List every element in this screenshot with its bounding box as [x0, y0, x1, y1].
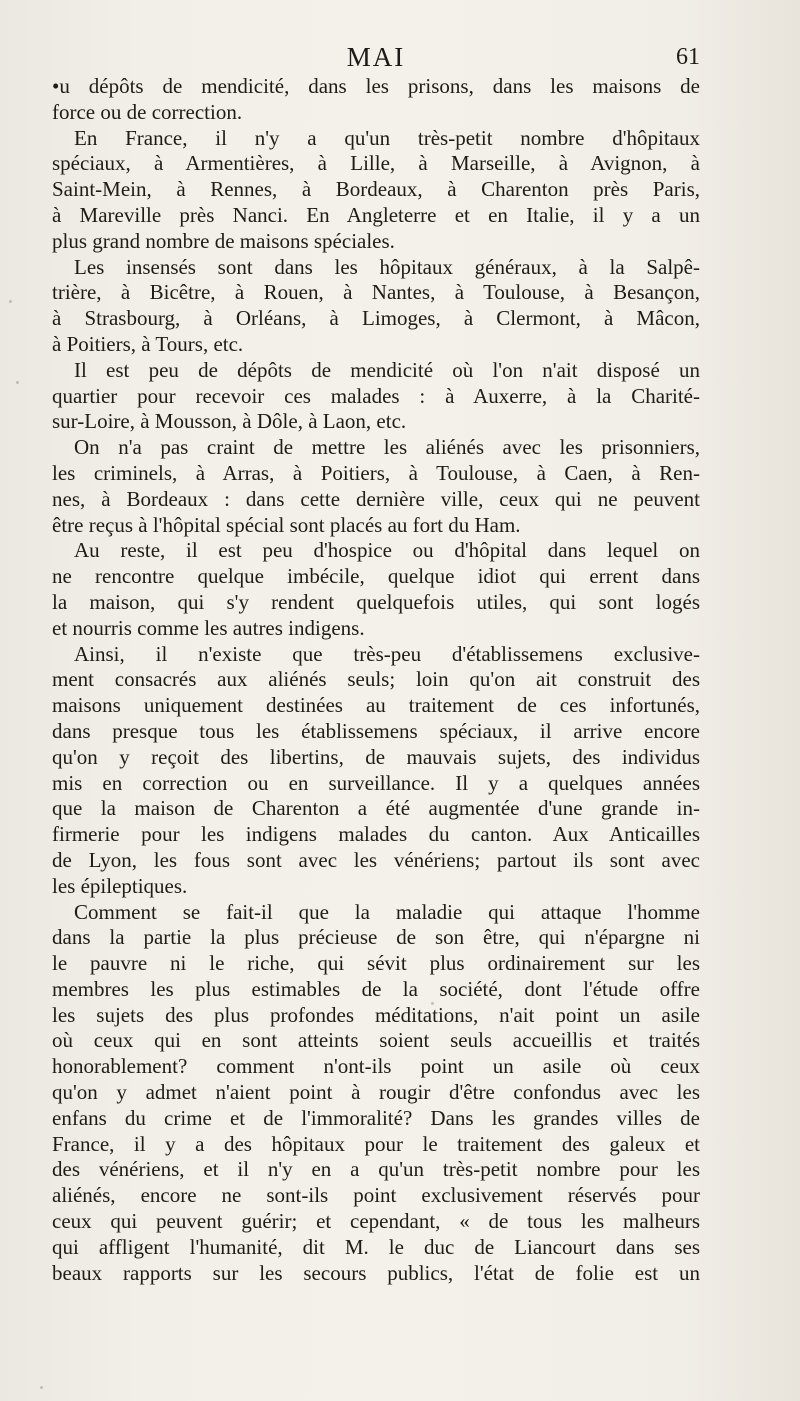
text-line-18: être reçus à l'hôpital spécial sont placés au fort du Ham. — [52, 512, 521, 537]
text-line-46: qui affligent l'humanité, dit M. le duc de Liancourt dans ses — [52, 1234, 700, 1259]
text-line-29: que la maison de Charenton a été augmentée d'une grande in- — [52, 796, 700, 821]
text-line-15: On n'a pas craint de mettre les aliénés avec les prisonniers, — [74, 435, 700, 460]
page-number: 61 — [676, 44, 700, 70]
paper-speck — [40, 1386, 43, 1389]
text-line-2: force ou de correction. — [52, 99, 243, 124]
text-line-42: France, il y a des hôpitaux pour le traitement des galeux et — [52, 1131, 700, 1156]
text-line-45: ceux qui peuvent guérir; et cependant, « de tous les malheurs — [52, 1209, 700, 1234]
text-line-35: le pauvre ni le riche, qui sévit plus ordinairement sur les — [52, 951, 700, 976]
paper-speck — [16, 381, 19, 384]
paper-speck — [9, 300, 12, 303]
text-line-31: de Lyon, les fous sont avec les vénériens; partout ils sont avec — [52, 847, 700, 872]
text-line-28: mis en correction ou en surveillance. Il y a quelques années — [52, 770, 700, 795]
text-line-36: membres les plus estimables de la société, dont l'étude offre — [52, 976, 700, 1001]
body-text — [52, 74, 700, 1286]
text-line-21: la maison, qui s'y rendent quelquefois utiles, qui sont logés — [52, 589, 700, 614]
text-line-1: •u dépôts de mendicité, dans les prisons, dans les maisons de — [52, 74, 700, 98]
text-line-47: beaux rapports sur les secours publics, l'état de folie est un — [52, 1260, 700, 1285]
text-line-17: nes, à Bordeaux : dans cette dernière ville, ceux qui ne peuvent — [52, 486, 700, 511]
text-line-3: En France, il n'y a qu'un très-petit nombre d'hôpitaux — [74, 125, 700, 150]
text-line-19: Au reste, il est peu d'hospice ou d'hôpital dans lequel on — [74, 538, 700, 563]
text-line-25: maisons uniquement destinées au traitement de ces infortunés, — [52, 693, 700, 718]
text-line-11: à Poitiers, à Tours, etc. — [52, 331, 244, 356]
text-line-6: à Mareville près Nanci. En Angleterre et en Italie, il y a un — [52, 202, 700, 227]
text-line-33: Comment se fait-il que la maladie qui attaque l'homme — [74, 899, 700, 924]
text-line-20: ne rencontre quelque imbécile, quelque idiot qui errent dans — [52, 564, 700, 589]
text-line-22: et nourris comme les autres indigens. — [52, 615, 365, 640]
text-line-5: Saint-Mein, à Rennes, à Bordeaux, à Charenton près Paris, — [52, 177, 700, 202]
text-line-43: des vénériens, et il n'y en a qu'un très-petit nombre pour les — [52, 1157, 700, 1182]
text-line-10: à Strasbourg, à Orléans, à Limoges, à Clermont, à Mâcon, — [52, 306, 700, 331]
text-line-34: dans la partie la plus précieuse de son être, qui n'épargne ni — [52, 925, 700, 950]
text-line-13: quartier pour recevoir ces malades : à Auxerre, à la Charité- — [52, 383, 700, 408]
text-line-4: spéciaux, à Armentières, à Lille, à Marseille, à Avignon, à — [52, 151, 700, 176]
text-line-12: Il est peu de dépôts de mendicité où l'on n'ait disposé un — [74, 357, 700, 382]
text-line-41: enfans du crime et de l'immoralité? Dans les grandes villes de — [52, 1105, 700, 1130]
page-header-title: MAI — [346, 42, 406, 72]
text-line-26: dans presque tous les établissemens spéciaux, il arrive encore — [52, 718, 700, 743]
text-line-30: firmerie pour les indigens malades du canton. Aux Anticailles — [52, 822, 700, 847]
text-line-14: sur-Loire, à Mousson, à Dôle, à Laon, etc. — [52, 409, 407, 434]
running-head — [52, 42, 700, 76]
paper-speck — [431, 1002, 434, 1005]
text-line-23: Ainsi, il n'existe que très-peu d'établissemens exclusive- — [74, 641, 700, 666]
text-line-40: qu'on y admet n'aient point à rougir d'être confondus avec les — [52, 1080, 700, 1105]
text-line-24: ment consacrés aux aliénés seuls; loin qu'on ait construit des — [52, 667, 700, 692]
text-line-7: plus grand nombre de maisons spéciales. — [52, 228, 395, 253]
text-line-38: où ceux qui en sont atteints soient seuls accueillis et traités — [52, 1028, 700, 1053]
text-line-37: les sujets des plus profondes méditations, n'ait point un asile — [52, 1002, 700, 1027]
text-line-39: honorablement? comment n'ont-ils point un asile où ceux — [52, 1054, 700, 1079]
text-line-9: trière, à Bicêtre, à Rouen, à Nantes, à Toulouse, à Besançon, — [52, 280, 700, 305]
text-line-32: les épileptiques. — [52, 873, 188, 898]
text-line-16: les criminels, à Arras, à Poitiers, à Toulouse, à Caen, à Ren- — [52, 460, 700, 485]
text-line-8: Les insensés sont dans les hôpitaux généraux, à la Salpê- — [74, 254, 700, 279]
text-line-44: aliénés, encore ne sont-ils point exclusivement réservés pour — [52, 1183, 700, 1208]
text-line-27: qu'on y reçoit des libertins, de mauvais sujets, des individus — [52, 744, 700, 769]
